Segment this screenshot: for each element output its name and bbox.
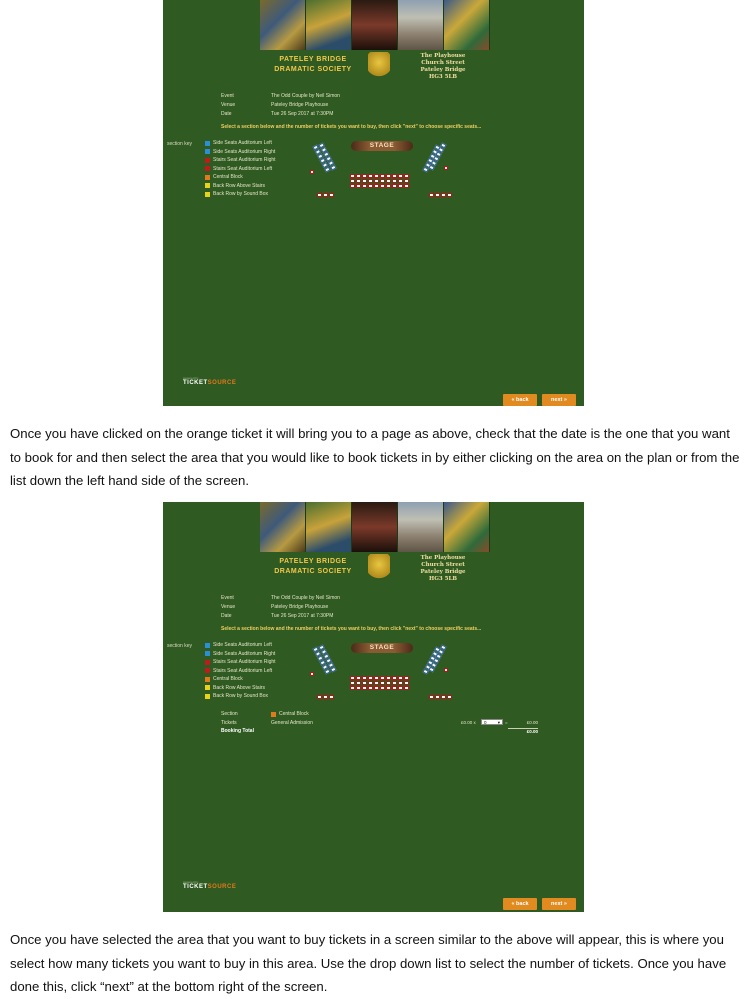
instruction-paragraph-2: Once you have selected the area that you want to buy tickets in a screen similar to the above will appear, this is where you select how many tickets you want to buy in this area. Use the drop down list to select the number of tickets. Once you have done this, click “next” at the bottom right of the screen. [10, 932, 727, 994]
society-line: DRAMATIC SOCIETY [274, 66, 352, 73]
banner-photos [260, 0, 490, 50]
next-button[interactable]: next » [542, 898, 576, 910]
venue-label: Venue [221, 604, 236, 610]
section-key-list [205, 641, 276, 701]
stairs-seat-left[interactable] [310, 672, 314, 676]
banner-photo [352, 0, 398, 50]
banner-photo [444, 502, 490, 552]
venue-label: Venue [221, 102, 236, 108]
event-value: The Odd Couple by Neil Simon [271, 93, 340, 99]
section-key-label: section key [167, 141, 193, 147]
venue-value: Pateley Bridge Playhouse [271, 102, 329, 108]
mascot-logo-icon [368, 52, 390, 82]
swatch-icon [205, 694, 210, 699]
back-row-right[interactable] [429, 695, 452, 699]
section-key-item[interactable]: Central Block [205, 173, 276, 182]
booking-total-label: Booking Total [221, 728, 254, 734]
back-button[interactable]: « back [503, 394, 537, 406]
central-block[interactable] [350, 174, 409, 188]
booking-summary [221, 710, 313, 736]
address-line: The Playhouse [420, 555, 466, 561]
stairs-seat-right[interactable] [444, 166, 448, 170]
date-value: Tue 26 Sep 2017 at 7:30PM [271, 111, 334, 117]
section-key-list [205, 139, 276, 199]
swatch-icon [205, 149, 210, 154]
section-key-item[interactable]: Stairs Seat Auditorium Right [205, 156, 276, 165]
swatch-icon [205, 660, 210, 665]
address-line: HG3 5LB [429, 74, 457, 80]
back-row-left[interactable] [317, 193, 334, 197]
screenshot-section-select [163, 0, 584, 406]
ticketsource-logo: powered by TICKETSOURCE [183, 376, 237, 386]
section-key-item[interactable]: Stairs Seat Auditorium Right [205, 658, 276, 667]
tickets-label: Tickets [221, 719, 237, 726]
screenshot-ticket-quantity [163, 502, 584, 912]
tickets-value: General Admission [271, 719, 313, 726]
swatch-icon [205, 141, 210, 146]
society-line: DRAMATIC SOCIETY [274, 568, 352, 575]
swatch-icon [205, 183, 210, 188]
section-key-item[interactable]: Central Block [205, 675, 276, 684]
section-key-item[interactable]: Stairs Seat Auditorium Left [205, 667, 276, 676]
venue-value: Pateley Bridge Playhouse [271, 604, 329, 610]
section-key-item[interactable]: Stairs Seat Auditorium Left [205, 165, 276, 174]
equals-sign: = [505, 720, 508, 725]
banner-photo [398, 0, 444, 50]
section-key-item[interactable]: Side Seats Auditorium Left [205, 641, 276, 650]
section-key-item[interactable]: Side Seats Auditorium Left [205, 139, 276, 148]
ticketsource-logo: powered by TICKETSOURCE [183, 880, 237, 890]
section-key-item[interactable]: Back Row Above Stairs [205, 684, 276, 693]
address-line: Pateley Bridge [420, 569, 466, 575]
address-line: Pateley Bridge [420, 67, 466, 73]
section-key-label: section key [167, 643, 193, 649]
date-label: Date [221, 111, 232, 117]
address-line: Church Street [421, 562, 465, 568]
date-value: Tue 26 Sep 2017 at 7:30PM [271, 613, 334, 619]
back-button[interactable]: « back [503, 898, 537, 910]
section-key-item[interactable]: Back Row Above Stairs [205, 182, 276, 191]
instruction-text: Select a section below and the number of tickets you want to buy, then click "next" to choose specific seats... [221, 124, 482, 130]
stage-label: STAGE [351, 141, 413, 151]
address-line: HG3 5LB [429, 576, 457, 582]
next-button[interactable]: next » [542, 394, 576, 406]
society-name [273, 557, 353, 577]
swatch-icon [205, 668, 210, 673]
venue-address [403, 53, 483, 81]
event-label: Event [221, 93, 234, 99]
back-row-left[interactable] [317, 695, 334, 699]
swatch-icon [205, 166, 210, 171]
stage-label: STAGE [351, 643, 413, 653]
ticket-price: £0.00 x [461, 720, 476, 725]
society-line: PATELEY BRIDGE [279, 558, 347, 565]
society-line: PATELEY BRIDGE [279, 56, 347, 63]
section-key-item[interactable]: Back Row by Sound Box [205, 692, 276, 701]
banner-photo [260, 502, 306, 552]
swatch-icon [205, 192, 210, 197]
address-line: The Playhouse [420, 53, 466, 59]
ticket-quantity-select[interactable]: 0 ▾ [481, 719, 503, 725]
date-label: Date [221, 613, 232, 619]
instruction-paragraph-1: Once you have clicked on the orange ticket it will bring you to a page as above, check that the date is the one that you want to book for and then select the area that you would like to book tickets in by either clicking on the area on the plan or from the list down the left hand side of the screen. [10, 426, 740, 488]
banner-photo [306, 502, 352, 552]
society-name [273, 55, 353, 75]
swatch-icon [205, 158, 210, 163]
line-amount: £0.00 [526, 720, 538, 725]
banner-photo [352, 502, 398, 552]
section-key-item[interactable]: Back Row by Sound Box [205, 190, 276, 199]
swatch-icon [205, 677, 210, 682]
instruction-text: Select a section below and the number of tickets you want to buy, then click "next" to choose specific seats... [221, 626, 482, 632]
swatch-icon [271, 712, 276, 717]
address-line: Church Street [421, 60, 465, 66]
event-info [221, 92, 340, 119]
mascot-logo-icon [368, 554, 390, 584]
back-row-right[interactable] [429, 193, 452, 197]
event-value: The Odd Couple by Neil Simon [271, 595, 340, 601]
swatch-icon [205, 175, 210, 180]
section-key-item[interactable]: Side Seats Auditorium Right [205, 650, 276, 659]
swatch-icon [205, 643, 210, 648]
section-key-item[interactable]: Side Seats Auditorium Right [205, 148, 276, 157]
event-info [221, 594, 340, 621]
stairs-seat-right[interactable] [444, 668, 448, 672]
section-label: Section [221, 711, 238, 717]
banner-photo [444, 0, 490, 50]
swatch-icon [205, 685, 210, 690]
swatch-icon [205, 651, 210, 656]
banner-photo [398, 502, 444, 552]
dropdown-arrow-icon: ▾ [497, 720, 500, 725]
central-block[interactable] [350, 676, 409, 690]
banner-photos [260, 502, 490, 552]
section-value: Central Block [279, 711, 309, 717]
event-label: Event [221, 595, 234, 601]
venue-address [403, 555, 483, 583]
banner-photo [260, 0, 306, 50]
stairs-seat-left[interactable] [310, 170, 314, 174]
banner-photo [306, 0, 352, 50]
booking-total-amount: £0.00 [508, 728, 538, 734]
